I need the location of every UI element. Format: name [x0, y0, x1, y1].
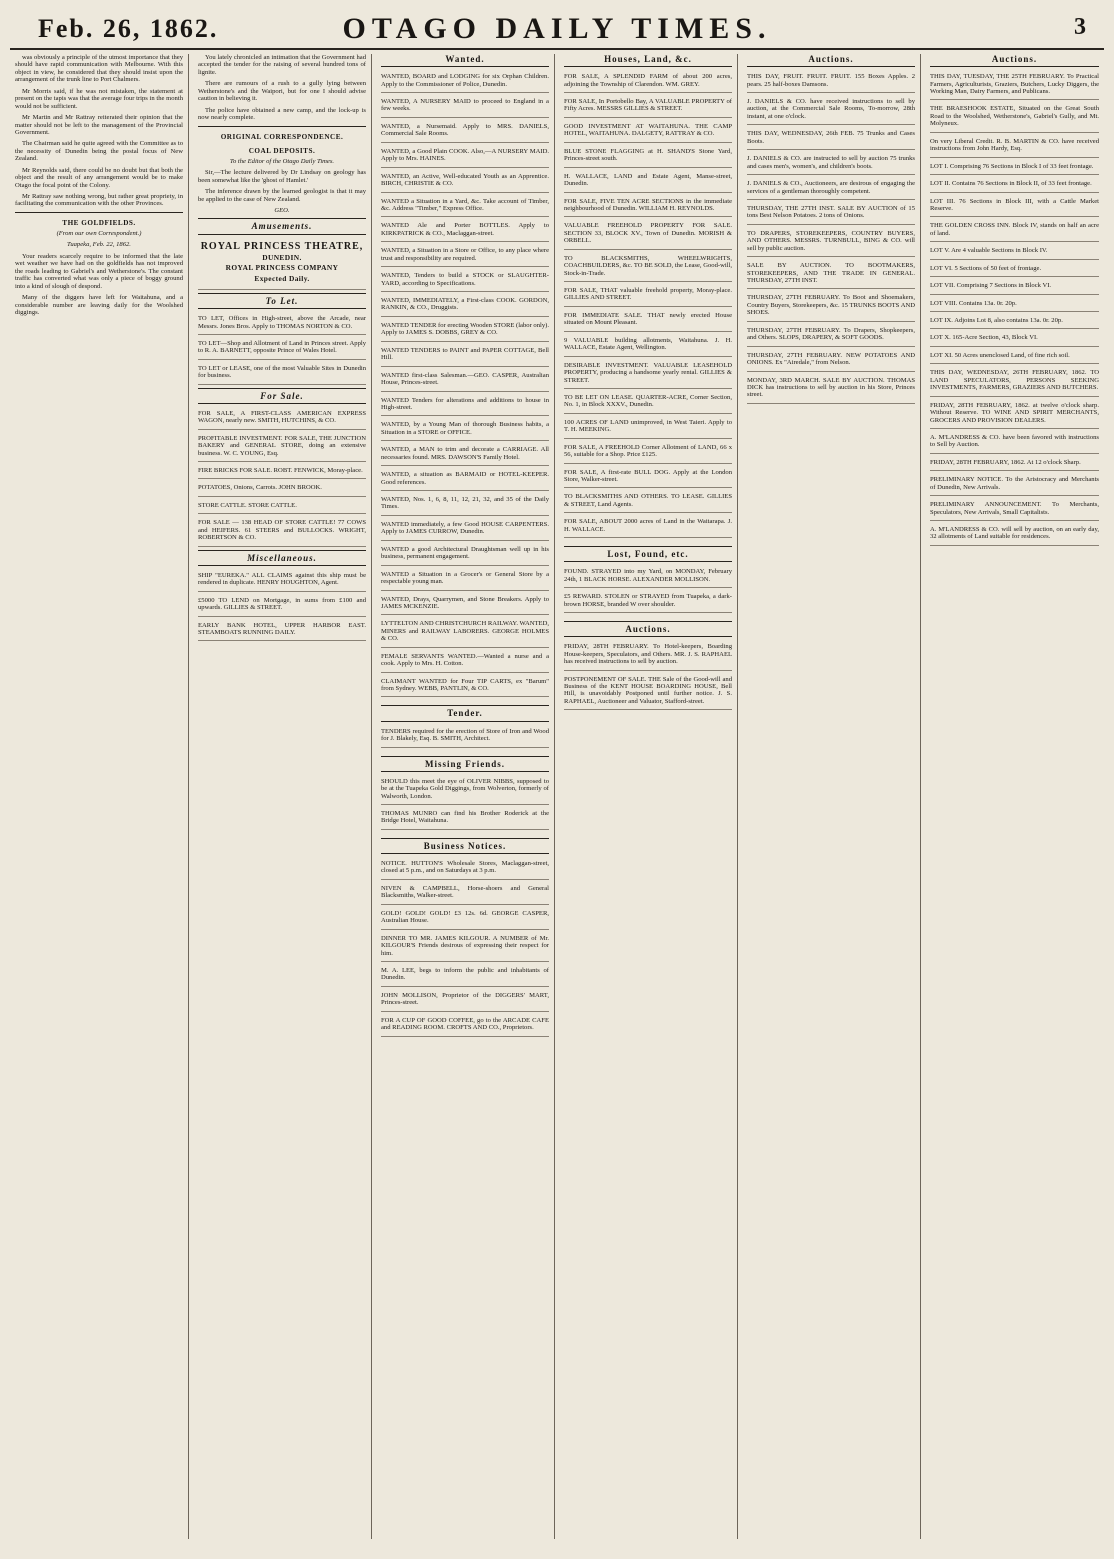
- advertisement: FOR SALE — 138 HEAD OF STORE CATTLE! 77 COWS and HEIFERS. 61 STEERS and BULLOCKS. WRIGHT, ROBERTSON & CO.: [198, 517, 366, 546]
- article-paragraph: Mr Rattray saw nothing wrong, but rather great propriety, in facilitating the communication with the other Provinces.: [15, 193, 183, 208]
- advertisement: A. M'LANDRESS & CO. have been favored with instructions to Sell by Auction.: [930, 432, 1099, 454]
- advertisement: J. DANIELS & CO. have received instructions to sell by auction, at the Commercial Sale Rooms, To-morrow, 28th instant, at one o'clock.: [747, 96, 915, 125]
- advertisement: WANTED, BOARD and LODGING for six Orphan Children. Apply to the Commissioner of Police, Dunedin.: [381, 71, 549, 93]
- article-paragraph: The police have obtained a new camp, and the lock-up is now nearly complete.: [198, 106, 366, 122]
- divider: [198, 126, 366, 127]
- advertisement: TO DRAPERS, STOREKEEPERS, COUNTRY BUYERS, AND OTHERS. MESSRS. TURNBULL, BING & CO. will sell by public auction.: [747, 228, 915, 257]
- advertisement: DESIRABLE INVESTMENT. VALUABLE LEASEHOLD PROPERTY, producing a handsome yearly rental. GILLIES & STREET.: [564, 360, 732, 389]
- advertisement: NIVEN & CAMPBELL, Horse-shoers and General Blacksmiths, Walker-street.: [381, 883, 549, 905]
- advertisement: THE BRAESHOOK ESTATE, Situated on the Great South Road to the Woolshed, Wetherstone's, Gabriel's Gully, and Mt. Molyneux.: [930, 103, 1099, 132]
- advertisement: THIS DAY, WEDNESDAY, 26th FEB. 75 Trunks and Cases Boots.: [747, 128, 915, 150]
- advertisement: NOTICE. HUTTON'S Wholesale Stores, Maclaggan-street, closed at 5 p.m., and on Saturdays at 3 p.m.: [381, 858, 549, 880]
- advertisement: TO BLACKSMITHS AND OTHERS. TO LEASE. GILLIES & STREET, Land Agents.: [564, 491, 732, 513]
- advertisement: FOR SALE, A FIRST-CLASS AMERICAN EXPRESS WAGON, nearly new. SMITH, HUTCHINS, & CO.: [198, 408, 366, 430]
- advertisement: WANTED, a Good Plain COOK. Also,—A NURSERY MAID. Apply to Mrs. HAINES.: [381, 146, 549, 168]
- advertisement: FOR A CUP OF GOOD COFFEE, go to the ARCADE CAFE and READING ROOM. CROFTS AND CO., Proprietors.: [381, 1015, 549, 1037]
- advertisement: STORE CATTLE. STORE CATTLE.: [198, 500, 366, 514]
- advertisement: WANTED a good Architectural Draughtsman well up in his business, permanent engagement.: [381, 544, 549, 566]
- advertisement: CLAIMANT WANTED for Four TIP CARTS, ex "Barum" from Sydney. WEBB, PANTLIN, & CO.: [381, 676, 549, 698]
- advertisement: FOR SALE, A FREEHOLD Corner Allotment of LAND, 66 x 56, suitable for a Shop. Price £125.: [564, 442, 732, 464]
- column-6: [925, 54, 1104, 1539]
- advertisement: POSTPONEMENT OF SALE. THE Sale of the Good-will and Business of the KENT HOUSE BOARDING HOUSE, Bell Hill, is unavoidably Postponed until further notice. J. S. RAPHAEL, Auctioneer and Valuator, Stafford-street.: [564, 674, 732, 711]
- section-heading: Miscellaneous.: [198, 550, 366, 566]
- article-paragraph: Mr Reynolds said, there could be no doubt but that both the object and the result of any arrangement would be to make Otago the focal point of the Colony.: [15, 166, 183, 189]
- page-number: 3: [1074, 14, 1086, 40]
- advertisement: TENDERS required for the erection of Store of Iron and Wood for J. Blakely, Esq. B. SMITH, Architect.: [381, 726, 549, 748]
- advertisement: £5 REWARD. STOLEN or STRAYED from Tuapeka, a dark-brown HORSE, branded W over shoulder.: [564, 591, 732, 613]
- advertisement: PROFITABLE INVESTMENT. FOR SALE, THE JUNCTION BAKERY and GENERAL STORE, doing an extensive business. W. C. YOUNG, Esq.: [198, 433, 366, 462]
- advertisement: WANTED, a situation as BARMAID or HOTEL-KEEPER. Good references.: [381, 469, 549, 491]
- advertisement: LOT II. Contains 76 Sections in Block II, of 33 feet frontage.: [930, 178, 1099, 192]
- advertisement: M. A. LEE, begs to inform the public and inhabitants of Dunedin.: [381, 965, 549, 987]
- section-heading: To Let.: [198, 293, 366, 309]
- advertisement: 100 ACRES OF LAND unimproved, in West Taieri. Apply to T. H. MEEKING.: [564, 417, 732, 439]
- article-paragraph: You lately chronicled an intimation that the Government had accepted the tender for the raising of several hundred tons of lignite.: [198, 54, 366, 76]
- advertisement: THURSDAY, 27TH FEBRUARY. To Boot and Shoemakers, Country Buyers, Storekeepers, &c. 15 TRUNKS BOOTS AND SHOES.: [747, 292, 915, 321]
- ad-text: Expected Daily.: [254, 273, 310, 283]
- advertisement: FOR IMMEDIATE SALE. THAT newly erected House situated on Mount Pleasant.: [564, 310, 732, 332]
- article-paragraph: Mr Morris said, if he was not mistaken, the statement at present on the tapis was that the average four trips in the month would not be sufficient.: [15, 87, 183, 110]
- advertisement: [198, 239, 366, 290]
- advertisement: FIRE BRICKS FOR SALE. ROBT. FENWICK, Moray-place.: [198, 465, 366, 479]
- section-heading: Missing Friends.: [381, 756, 549, 772]
- advertisement: LOT XI. 50 Acres unenclosed Land, of fine rich soil.: [930, 350, 1099, 364]
- article-paragraph: Mr Martin and Mr Rattray reiterated their opinion that the matter should not be left to the management of the Provincial Government.: [15, 114, 183, 136]
- advertisement: J. DANIELS & CO., Auctioneers, are desirous of engaging the services of a gentleman thoroughly competent.: [747, 178, 915, 200]
- section-heading: Houses, Land, &c.: [564, 54, 732, 67]
- advertisement: GOOD INVESTMENT AT WAITAHUNA. THE CAMP HOTEL, WAITAHUNA. DALGETY, RATTRAY & CO.: [564, 121, 732, 143]
- advertisement: A. M'LANDRESS & CO. will sell by auction, on an early day, 32 allotments of Land suitable for residences.: [930, 524, 1099, 546]
- column-2: [193, 54, 372, 1539]
- section-heading: Amusements.: [198, 218, 366, 234]
- advertisement: EARLY BANK HOTEL, UPPER HARBOR EAST. STEAMBOATS RUNNING DAILY.: [198, 620, 366, 642]
- advertisement: WANTED a Situation in a Grocer's or General Store by a respectable young man.: [381, 569, 549, 591]
- advertisement: THURSDAY, THE 27TH INST. SALE BY AUCTION of 15 tons Best Nelson Potatoes. 2 tons of Onions.: [747, 203, 915, 225]
- advertisement: SHIP "EUREKA." ALL CLAIMS against this ship must be rendered in duplicate. HENRY HOUGHTON, Agent.: [198, 570, 366, 592]
- advertisement: WANTED, IMMEDIATELY, a First-class COOK. GORDON, RANKIN, & CO., Druggists.: [381, 295, 549, 317]
- correspondence-heading: ORIGINAL CORRESPONDENCE.: [220, 132, 344, 141]
- advertisement: LOT X. 165-Acre Section, 43, Block VI.: [930, 332, 1099, 346]
- advertisement: LOT VII. Comprising 7 Sections in Block VI.: [930, 280, 1099, 294]
- advertisement: H. WALLACE, LAND and Estate Agent, Manse-street, Dunedin.: [564, 171, 732, 193]
- advertisement: PRELIMINARY NOTICE. To the Aristocracy and Merchants of Dunedin, New Arrivals.: [930, 474, 1099, 496]
- ad-place: DUNEDIN.: [262, 252, 302, 262]
- advertisement: J. DANIELS & CO. are instructed to sell by auction 75 trunks and cases men's, women's, and children's boots.: [747, 153, 915, 175]
- article-paragraph: Many of the diggers have left for Waitahuna, and a considerable number are leaving daily for the Woolshed diggings.: [15, 294, 183, 316]
- advertisement: WANTED, Drays, Quarrymen, and Stone Breakers. Apply to JAMES MCKENZIE.: [381, 594, 549, 616]
- advertisement: FOR SALE, A SPLENDID FARM of about 200 acres, adjoining the Township of Clarendon. WM. GREY.: [564, 71, 732, 93]
- newspaper-page: [10, 10, 1104, 1539]
- section-heading: Auctions.: [564, 621, 732, 637]
- article-paragraph: The inference drawn by the learned geologist is that it may be applied to the case of New Zealand.: [198, 188, 366, 203]
- article-paragraph: Your readers scarcely require to be informed that the late wet weather we have had on the goldfields has not improved the roads leading to Gabriel's and Wetherstone's. The constant traffic has converted what was only a piece of boggy ground into a kind of slough of despond.: [15, 252, 183, 290]
- advertisement: FEMALE SERVANTS WANTED.—Wanted a nurse and a cook. Apply to Mrs. H. Cotton.: [381, 651, 549, 673]
- advertisement: WANTED, a MAN to trim and decorate a CARRIAGE. All necessaries found. MRS. DAWSON'S Family Hotel.: [381, 444, 549, 466]
- advertisement: SHOULD this meet the eye of OLIVER NIBBS, supposed to be at the Tuapeka Gold Diggings, from Wolverton, formerly of Walworth, London.: [381, 776, 549, 805]
- ad-headline: ROYAL PRINCESS THEATRE,: [200, 240, 364, 252]
- advertisement: FOR SALE, FIVE TEN ACRE SECTIONS in the immediate neighbourhood of Dunedin. WILLIAM H. REYNOLDS.: [564, 196, 732, 218]
- masthead: [10, 10, 1104, 50]
- advertisement: TO LET or LEASE, one of the most Valuable Sites in Dunedin for business.: [198, 363, 366, 385]
- advertisement: FOUND. STRAYED into my Yard, on MONDAY, February 24th, 1 BLACK HORSE. ALEXANDER MOLLISON.: [564, 566, 732, 588]
- advertisement: £5000 TO LEND on Mortgage, in sums from £100 and upwards. GILLIES & STREET.: [198, 595, 366, 617]
- advertisement: THIS DAY, FRUIT. FRUIT. FRUIT. 155 Boxes Apples. 2 pears. 25 half-boxes Damsons.: [747, 71, 915, 93]
- correspondence-salutation: To the Editor of the Otago Daily Times.: [229, 157, 335, 165]
- advertisement: TO BE LET ON LEASE. QUARTER-ACRE, Corner Section, No. 1, in Block XXXV., Dunedin.: [564, 392, 732, 414]
- advertisement: WANTED Tenders for alterations and additions to house in High-street.: [381, 395, 549, 417]
- article-heading: THE GOLDFIELDS.: [62, 218, 136, 227]
- advertisement: THURSDAY, 27TH FEBRUARY. NEW POTATOES AND ONIONS. Ex "Airedale," from Nelson.: [747, 350, 915, 372]
- section-heading: Lost, Found, etc.: [564, 546, 732, 562]
- column-5: [742, 54, 921, 1539]
- advertisement: WANTED, by a Young Man of thorough Business habits, a Situation in a STORE or OFFICE.: [381, 419, 549, 441]
- section-heading: Auctions.: [930, 54, 1099, 67]
- signature: GEO.: [274, 206, 290, 214]
- advertisement: THIS DAY, TUESDAY, THE 25TH FEBRUARY. To Practical Farmers, Agriculturists, Graziers, Butchers, Lucky Diggers, the Working Man, Dairy Farmers, and Publicans.: [930, 71, 1099, 100]
- advertisement: MONDAY, 3RD MARCH. SALE BY AUCTION. THOMAS DICK has instructions to sell by auction in his Store, Princes street.: [747, 375, 915, 404]
- advertisement: FOR SALE, In Portobello Bay, A VALUABLE PROPERTY of Fifty Acres. MESSRS GILLIES & STREET.: [564, 96, 732, 118]
- section-heading: For Sale.: [198, 388, 366, 404]
- advertisement: VALUABLE FREEHOLD PROPERTY FOR SALE. SECTION 33, BLOCK XV., Town of Dunedin. MORISH & ORBELL.: [564, 220, 732, 249]
- article-paragraph: was obviously a principle of the utmost importance that they should have rapid communication with Melbourne. With this object in view, he considered that they should insist upon the arrangement of the trunk line to Port Chalmers.: [15, 54, 183, 84]
- advertisement: FRIDAY, 28TH FEBRUARY. To Hotel-keepers, Boarding House-keepers, Speculators, and Others. MR. J. S. RAPHAEL has received instructions to sell by auction.: [564, 641, 732, 670]
- advertisement: WANTED TENDERS to PAINT and PAPER COTTAGE, Bell Hill.: [381, 345, 549, 367]
- divider: [15, 212, 183, 213]
- advertisement: THURSDAY, 27TH FEBRUARY. To Drapers, Shopkeepers, and Others. SLOPS, DRAPERY, & SOFT GOODS.: [747, 325, 915, 347]
- advertisement: WANTED, A NURSERY MAID to proceed to England in a few weeks.: [381, 96, 549, 118]
- newspaper-title: OTAGO DAILY TIMES.: [342, 12, 772, 45]
- column-3: [376, 54, 555, 1539]
- article-paragraph: There are rumours of a rush to a gully lying between Wetherstone's and the Waipori, but for one I should advise caution in believing it.: [198, 80, 366, 103]
- advertisement: On very Liberal Credit. R. B. MARTIN & CO. have received instructions from John Hardy, Esq.: [930, 136, 1099, 158]
- advertisement: DINNER TO MR. JAMES KILGOUR. A NUMBER of Mr. KILGOUR'S Friends desirous of expressing their respect for him.: [381, 933, 549, 962]
- advertisement: LOT VI. 5 Sections of 50 feet of frontage.: [930, 263, 1099, 277]
- advertisement: WANTED, Tenders to build a STOCK or SLAUGHTER-YARD, according to Specifications.: [381, 270, 549, 292]
- issue-date: Feb. 26, 1862.: [38, 14, 219, 43]
- advertisement: WANTED TENDER for erecting Wooden STORE (labor only). Apply to JAMES S. DOBBS, GREY & CO.: [381, 320, 549, 342]
- dateline: Tuapeka, Feb. 22, 1862.: [67, 241, 131, 249]
- advertisement: 9 VALUABLE building allotments, Waitahuna. J. H. WALLACE, Estate Agent, Wellington.: [564, 335, 732, 357]
- advertisement: FRIDAY, 28TH FEBRUARY, 1862. At 12 o'clock Sharp.: [930, 457, 1099, 471]
- advertisement: WANTED, an Active, Well-educated Youth as an Apprentice. BIRCH, CHRISTIE & CO.: [381, 171, 549, 193]
- advertisement: LOT VIII. Contains 13a. 0r. 20p.: [930, 298, 1099, 312]
- advertisement: WANTED, a Nursemaid. Apply to MRS. DANIELS, Commercial Sale Rooms.: [381, 121, 549, 143]
- advertisement: FOR SALE, A first-rate BULL DOG. Apply at the London Store, Walker-street.: [564, 467, 732, 489]
- advertisement: THIS DAY, WEDNESDAY, 26TH FEBRUARY, 1862. TO LAND SPECULATORS, PERSONS SEEKING INVESTMENTS, FARMERS, GRAZIERS AND BUTCHERS.: [930, 367, 1099, 396]
- advertisement: PRELIMINARY ANNOUNCEMENT. To Merchants, Speculators, New Arrivals, Small Capitalists.: [930, 499, 1099, 521]
- article-paragraph: The Chairman said he quite agreed with the Committee as to the necessity of Dunedin being the postal focus of New Zealand.: [15, 140, 183, 163]
- advertisement: FOR SALE, ABOUT 2000 acres of Land in the Waitarapa. J. H. WALLACE.: [564, 516, 732, 538]
- advertisement: POTATOES, Onions, Carrots. JOHN BROOK.: [198, 482, 366, 496]
- ad-company: ROYAL PRINCESS COMPANY: [225, 263, 339, 273]
- correspondence-title: COAL DEPOSITS.: [248, 146, 316, 155]
- advertisement: WANTED, a Situation in a Store or Office, to any place where trust and responsibility are required.: [381, 245, 549, 267]
- advertisement: LOT I. Comprising 76 Sections in Block I of 33 feet frontage.: [930, 161, 1099, 175]
- section-heading: Auctions.: [747, 54, 915, 67]
- advertisement: FOR SALE, THAT valuable freehold property, Moray-place. GILLIES AND STREET.: [564, 285, 732, 307]
- advertisement: WANTED, Nos. 1, 6, 8, 11, 12, 21, 32, and 35 of the Daily Times.: [381, 494, 549, 516]
- advertisement: WANTED immediately, a few Good HOUSE CARPENTERS. Apply to JAMES CURROW, Dunedin.: [381, 519, 549, 541]
- article-subheading: (From our own Correspondent.): [56, 230, 142, 237]
- advertisement: BLUE STONE FLAGGING at H. SHAND'S Stone Yard, Princes-street south.: [564, 146, 732, 168]
- advertisement: SALE BY AUCTION. TO BOOTMAKERS, STOREKEEPERS, AND THE TRADE IN GENERAL. THURSDAY, 27TH INST.: [747, 260, 915, 289]
- advertisement: JOHN MOLLISON, Proprietor of the DIGGERS' MART, Princes-street.: [381, 990, 549, 1012]
- section-heading: Wanted.: [381, 54, 549, 67]
- advertisement: FRIDAY, 28TH FEBRUARY, 1862. at twelve o'clock sharp. Without Reserve. TO WINE AND SPIRIT MERCHANTS, GROCERS AND PROVISION DEALERS.: [930, 400, 1099, 429]
- advertisement: TO LET—Shop and Allotment of Land in Princes street. Apply to R. A. BARNETT, opposite Prince of Wales Hotel.: [198, 338, 366, 360]
- advertisement: LOT III. 76 Sections in Block III, with a Cattle Market Reserve.: [930, 196, 1099, 218]
- advertisement: TO BLACKSMITHS, WHEELWRIGHTS, COACHBUILDERS, &c. TO BE SOLD, the Lease, Good-will, Stock-in-Trade.: [564, 253, 732, 282]
- section-heading: Business Notices.: [381, 838, 549, 854]
- advertisement: LYTTELTON AND CHRISTCHURCH RAILWAY. WANTED, MINERS and RAILWAY LABORERS. GEORGE HOLMES & CO.: [381, 618, 549, 647]
- advertisement: GOLD! GOLD! GOLD! £3 12s. 6d. GEORGE CASPER, Australian House.: [381, 908, 549, 930]
- column-1: [10, 54, 189, 1539]
- advertisement: WANTED a Situation in a Yard, &c. Take account of Timber, &c. Address "Timber," Express Office.: [381, 196, 549, 218]
- advertisement: TO LET, Offices in High-street, above the Arcade, near Messrs. Jones Bros. Apply to THOMAS NORTON & CO.: [198, 313, 366, 335]
- advertisement: WANTED first-class Salesman.—GEO. CASPER, Australian House, Princes-street.: [381, 370, 549, 392]
- advertisement: LOT IX. Adjoins Lot 8, also contains 13a. 0r. 20p.: [930, 315, 1099, 329]
- advertisement: LOT V. Are 4 valuable Sections in Block IV.: [930, 245, 1099, 259]
- section-heading: Tender.: [381, 705, 549, 721]
- column-4: [559, 54, 738, 1539]
- advertisement: THOMAS MUNRO can find his Brother Roderick at the Bridge Hotel, Waitahuna.: [381, 808, 549, 830]
- advertisement: THE GOLDEN CROSS INN. Block IV, stands on half an acre of land.: [930, 220, 1099, 242]
- article-paragraph: Sir,—The lecture delivered by Dr Lindsay on geology has been somewhat like the 'ghost of Hamlet.': [198, 169, 366, 184]
- advertisement: WANTED Ale and Porter BOTTLES. Apply to KIRKPATRICK & CO., Maclaggan-street.: [381, 220, 549, 242]
